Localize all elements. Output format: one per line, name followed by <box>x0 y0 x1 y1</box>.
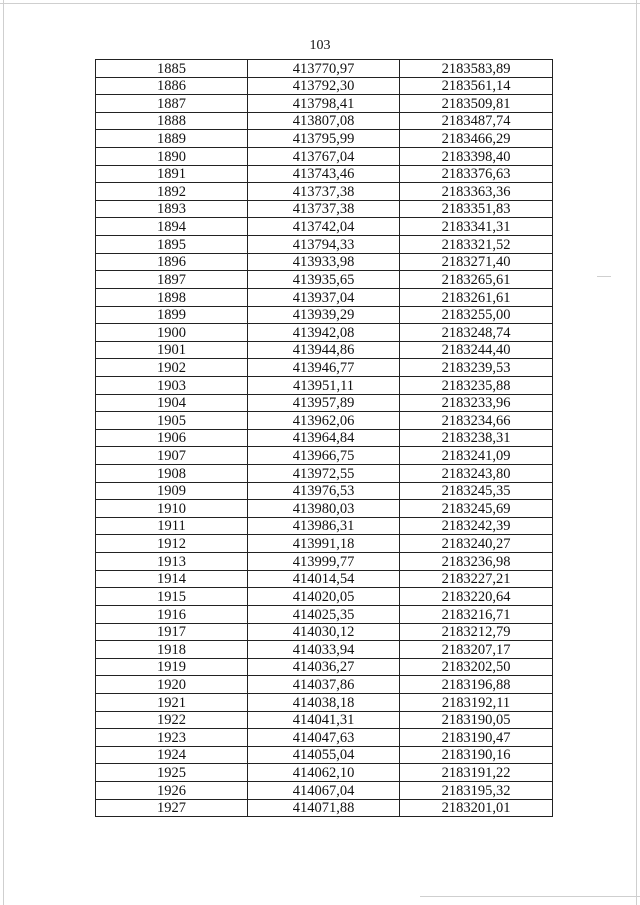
x-coordinate-cell: 414071,88 <box>248 799 400 817</box>
table-row <box>96 553 553 571</box>
x-coordinate-cell: 413939,29 <box>248 306 400 324</box>
point-number-cell: 1923 <box>96 729 248 747</box>
point-number-cell: 1898 <box>96 288 248 306</box>
x-coordinate-cell: 414020,05 <box>248 588 400 606</box>
coordinates-table <box>95 59 553 817</box>
point-number-cell: 1912 <box>96 535 248 553</box>
y-coordinate-cell: 2183239,53 <box>400 359 553 377</box>
y-coordinate-cell: 2183248,74 <box>400 324 553 342</box>
x-coordinate-cell: 413980,03 <box>248 500 400 518</box>
y-coordinate-cell: 2183466,29 <box>400 130 553 148</box>
table-row <box>96 306 553 324</box>
x-coordinate-cell: 413770,97 <box>248 60 400 78</box>
scan-edge-right <box>636 0 637 905</box>
x-coordinate-cell: 414062,10 <box>248 764 400 782</box>
y-coordinate-cell: 2183195,32 <box>400 781 553 799</box>
x-coordinate-cell: 414047,63 <box>248 729 400 747</box>
y-coordinate-cell: 2183245,69 <box>400 500 553 518</box>
x-coordinate-cell: 414055,04 <box>248 746 400 764</box>
point-number-cell: 1908 <box>96 465 248 483</box>
x-coordinate-cell: 414067,04 <box>248 781 400 799</box>
y-coordinate-cell: 2183376,63 <box>400 165 553 183</box>
point-number-cell: 1905 <box>96 412 248 430</box>
x-coordinate-cell: 413991,18 <box>248 535 400 553</box>
point-number-cell: 1891 <box>96 165 248 183</box>
y-coordinate-cell: 2183234,66 <box>400 412 553 430</box>
point-number-cell: 1909 <box>96 482 248 500</box>
y-coordinate-cell: 2183235,88 <box>400 376 553 394</box>
y-coordinate-cell: 2183233,96 <box>400 394 553 412</box>
table-row <box>96 729 553 747</box>
y-coordinate-cell: 2183243,80 <box>400 465 553 483</box>
y-coordinate-cell: 2183220,64 <box>400 588 553 606</box>
y-coordinate-cell: 2183242,39 <box>400 517 553 535</box>
point-number-cell: 1893 <box>96 200 248 218</box>
x-coordinate-cell: 413794,33 <box>248 236 400 254</box>
point-number-cell: 1911 <box>96 517 248 535</box>
point-number-cell: 1920 <box>96 676 248 694</box>
x-coordinate-cell: 414030,12 <box>248 623 400 641</box>
scan-edge-top <box>0 3 640 4</box>
scan-edge-left <box>3 0 4 905</box>
point-number-cell: 1902 <box>96 359 248 377</box>
y-coordinate-cell: 2183192,11 <box>400 693 553 711</box>
point-number-cell: 1894 <box>96 218 248 236</box>
point-number-cell: 1922 <box>96 711 248 729</box>
table-row <box>96 236 553 254</box>
x-coordinate-cell: 413972,55 <box>248 465 400 483</box>
table-row <box>96 77 553 95</box>
table-row <box>96 658 553 676</box>
y-coordinate-cell: 2183240,27 <box>400 535 553 553</box>
table-row <box>96 148 553 166</box>
y-coordinate-cell: 2183265,61 <box>400 271 553 289</box>
y-coordinate-cell: 2183351,83 <box>400 200 553 218</box>
x-coordinate-cell: 413795,99 <box>248 130 400 148</box>
point-number-cell: 1888 <box>96 112 248 130</box>
y-coordinate-cell: 2183398,40 <box>400 148 553 166</box>
y-coordinate-cell: 2183245,35 <box>400 482 553 500</box>
x-coordinate-cell: 414014,54 <box>248 570 400 588</box>
table-row <box>96 200 553 218</box>
x-coordinate-cell: 413935,65 <box>248 271 400 289</box>
y-coordinate-cell: 2183190,16 <box>400 746 553 764</box>
x-coordinate-cell: 414036,27 <box>248 658 400 676</box>
y-coordinate-cell: 2183341,31 <box>400 218 553 236</box>
point-number-cell: 1885 <box>96 60 248 78</box>
point-number-cell: 1897 <box>96 271 248 289</box>
y-coordinate-cell: 2183487,74 <box>400 112 553 130</box>
x-coordinate-cell: 413957,89 <box>248 394 400 412</box>
y-coordinate-cell: 2183196,88 <box>400 676 553 694</box>
x-coordinate-cell: 413964,84 <box>248 429 400 447</box>
point-number-cell: 1913 <box>96 553 248 571</box>
table-row <box>96 429 553 447</box>
table-row <box>96 764 553 782</box>
table-row <box>96 676 553 694</box>
coordinates-table-body <box>96 60 553 817</box>
y-coordinate-cell: 2183244,40 <box>400 341 553 359</box>
point-number-cell: 1887 <box>96 95 248 113</box>
table-row <box>96 376 553 394</box>
table-row <box>96 60 553 78</box>
table-row <box>96 288 553 306</box>
point-number-cell: 1895 <box>96 236 248 254</box>
y-coordinate-cell: 2183190,47 <box>400 729 553 747</box>
y-coordinate-cell: 2183509,81 <box>400 95 553 113</box>
x-coordinate-cell: 413792,30 <box>248 77 400 95</box>
x-coordinate-cell: 414025,35 <box>248 605 400 623</box>
x-coordinate-cell: 413999,77 <box>248 553 400 571</box>
y-coordinate-cell: 2183561,14 <box>400 77 553 95</box>
point-number-cell: 1886 <box>96 77 248 95</box>
y-coordinate-cell: 2183190,05 <box>400 711 553 729</box>
table-row <box>96 711 553 729</box>
y-coordinate-cell: 2183238,31 <box>400 429 553 447</box>
table-row <box>96 95 553 113</box>
y-coordinate-cell: 2183271,40 <box>400 253 553 271</box>
y-coordinate-cell: 2183212,79 <box>400 623 553 641</box>
table-row <box>96 605 553 623</box>
table-row <box>96 746 553 764</box>
point-number-cell: 1904 <box>96 394 248 412</box>
x-coordinate-cell: 413942,08 <box>248 324 400 342</box>
scan-edge-bottom <box>420 896 640 897</box>
table-row <box>96 324 553 342</box>
x-coordinate-cell: 413737,38 <box>248 200 400 218</box>
point-number-cell: 1889 <box>96 130 248 148</box>
table-row <box>96 130 553 148</box>
point-number-cell: 1906 <box>96 429 248 447</box>
x-coordinate-cell: 413742,04 <box>248 218 400 236</box>
x-coordinate-cell: 413944,86 <box>248 341 400 359</box>
y-coordinate-cell: 2183207,17 <box>400 641 553 659</box>
point-number-cell: 1919 <box>96 658 248 676</box>
table-row <box>96 412 553 430</box>
table-row <box>96 623 553 641</box>
x-coordinate-cell: 413976,53 <box>248 482 400 500</box>
point-number-cell: 1917 <box>96 623 248 641</box>
point-number-cell: 1900 <box>96 324 248 342</box>
point-number-cell: 1915 <box>96 588 248 606</box>
y-coordinate-cell: 2183363,36 <box>400 183 553 201</box>
x-coordinate-cell: 413737,38 <box>248 183 400 201</box>
y-coordinate-cell: 2183321,52 <box>400 236 553 254</box>
table-row <box>96 500 553 518</box>
y-coordinate-cell: 2183255,00 <box>400 306 553 324</box>
y-coordinate-cell: 2183241,09 <box>400 447 553 465</box>
point-number-cell: 1921 <box>96 693 248 711</box>
point-number-cell: 1918 <box>96 641 248 659</box>
point-number-cell: 1899 <box>96 306 248 324</box>
y-coordinate-cell: 2183261,61 <box>400 288 553 306</box>
table-row <box>96 482 553 500</box>
table-row <box>96 341 553 359</box>
x-coordinate-cell: 413743,46 <box>248 165 400 183</box>
y-coordinate-cell: 2183583,89 <box>400 60 553 78</box>
y-coordinate-cell: 2183202,50 <box>400 658 553 676</box>
table-row <box>96 183 553 201</box>
point-number-cell: 1914 <box>96 570 248 588</box>
table-row <box>96 165 553 183</box>
y-coordinate-cell: 2183191,22 <box>400 764 553 782</box>
point-number-cell: 1896 <box>96 253 248 271</box>
x-coordinate-cell: 413767,04 <box>248 148 400 166</box>
x-coordinate-cell: 413966,75 <box>248 447 400 465</box>
y-coordinate-cell: 2183227,21 <box>400 570 553 588</box>
x-coordinate-cell: 413951,11 <box>248 376 400 394</box>
table-row <box>96 465 553 483</box>
table-row <box>96 641 553 659</box>
x-coordinate-cell: 413933,98 <box>248 253 400 271</box>
point-number-cell: 1901 <box>96 341 248 359</box>
table-row <box>96 394 553 412</box>
x-coordinate-cell: 414041,31 <box>248 711 400 729</box>
table-row <box>96 447 553 465</box>
x-coordinate-cell: 413798,41 <box>248 95 400 113</box>
x-coordinate-cell: 414037,86 <box>248 676 400 694</box>
point-number-cell: 1907 <box>96 447 248 465</box>
point-number-cell: 1924 <box>96 746 248 764</box>
table-row <box>96 253 553 271</box>
point-number-cell: 1916 <box>96 605 248 623</box>
point-number-cell: 1910 <box>96 500 248 518</box>
x-coordinate-cell: 413946,77 <box>248 359 400 377</box>
margin-mark <box>597 276 611 277</box>
point-number-cell: 1925 <box>96 764 248 782</box>
x-coordinate-cell: 413962,06 <box>248 412 400 430</box>
point-number-cell: 1927 <box>96 799 248 817</box>
point-number-cell: 1892 <box>96 183 248 201</box>
page-number: 103 <box>309 38 331 53</box>
point-number-cell: 1926 <box>96 781 248 799</box>
point-number-cell: 1890 <box>96 148 248 166</box>
x-coordinate-cell: 413807,08 <box>248 112 400 130</box>
table-row <box>96 799 553 817</box>
y-coordinate-cell: 2183216,71 <box>400 605 553 623</box>
x-coordinate-cell: 414033,94 <box>248 641 400 659</box>
table-row <box>96 218 553 236</box>
table-row <box>96 535 553 553</box>
point-number-cell: 1903 <box>96 376 248 394</box>
table-row <box>96 781 553 799</box>
table-row <box>96 359 553 377</box>
table-row <box>96 570 553 588</box>
y-coordinate-cell: 2183201,01 <box>400 799 553 817</box>
x-coordinate-cell: 413986,31 <box>248 517 400 535</box>
table-row <box>96 271 553 289</box>
x-coordinate-cell: 414038,18 <box>248 693 400 711</box>
y-coordinate-cell: 2183236,98 <box>400 553 553 571</box>
table-row <box>96 517 553 535</box>
table-row <box>96 112 553 130</box>
table-row <box>96 693 553 711</box>
table-row <box>96 588 553 606</box>
x-coordinate-cell: 413937,04 <box>248 288 400 306</box>
